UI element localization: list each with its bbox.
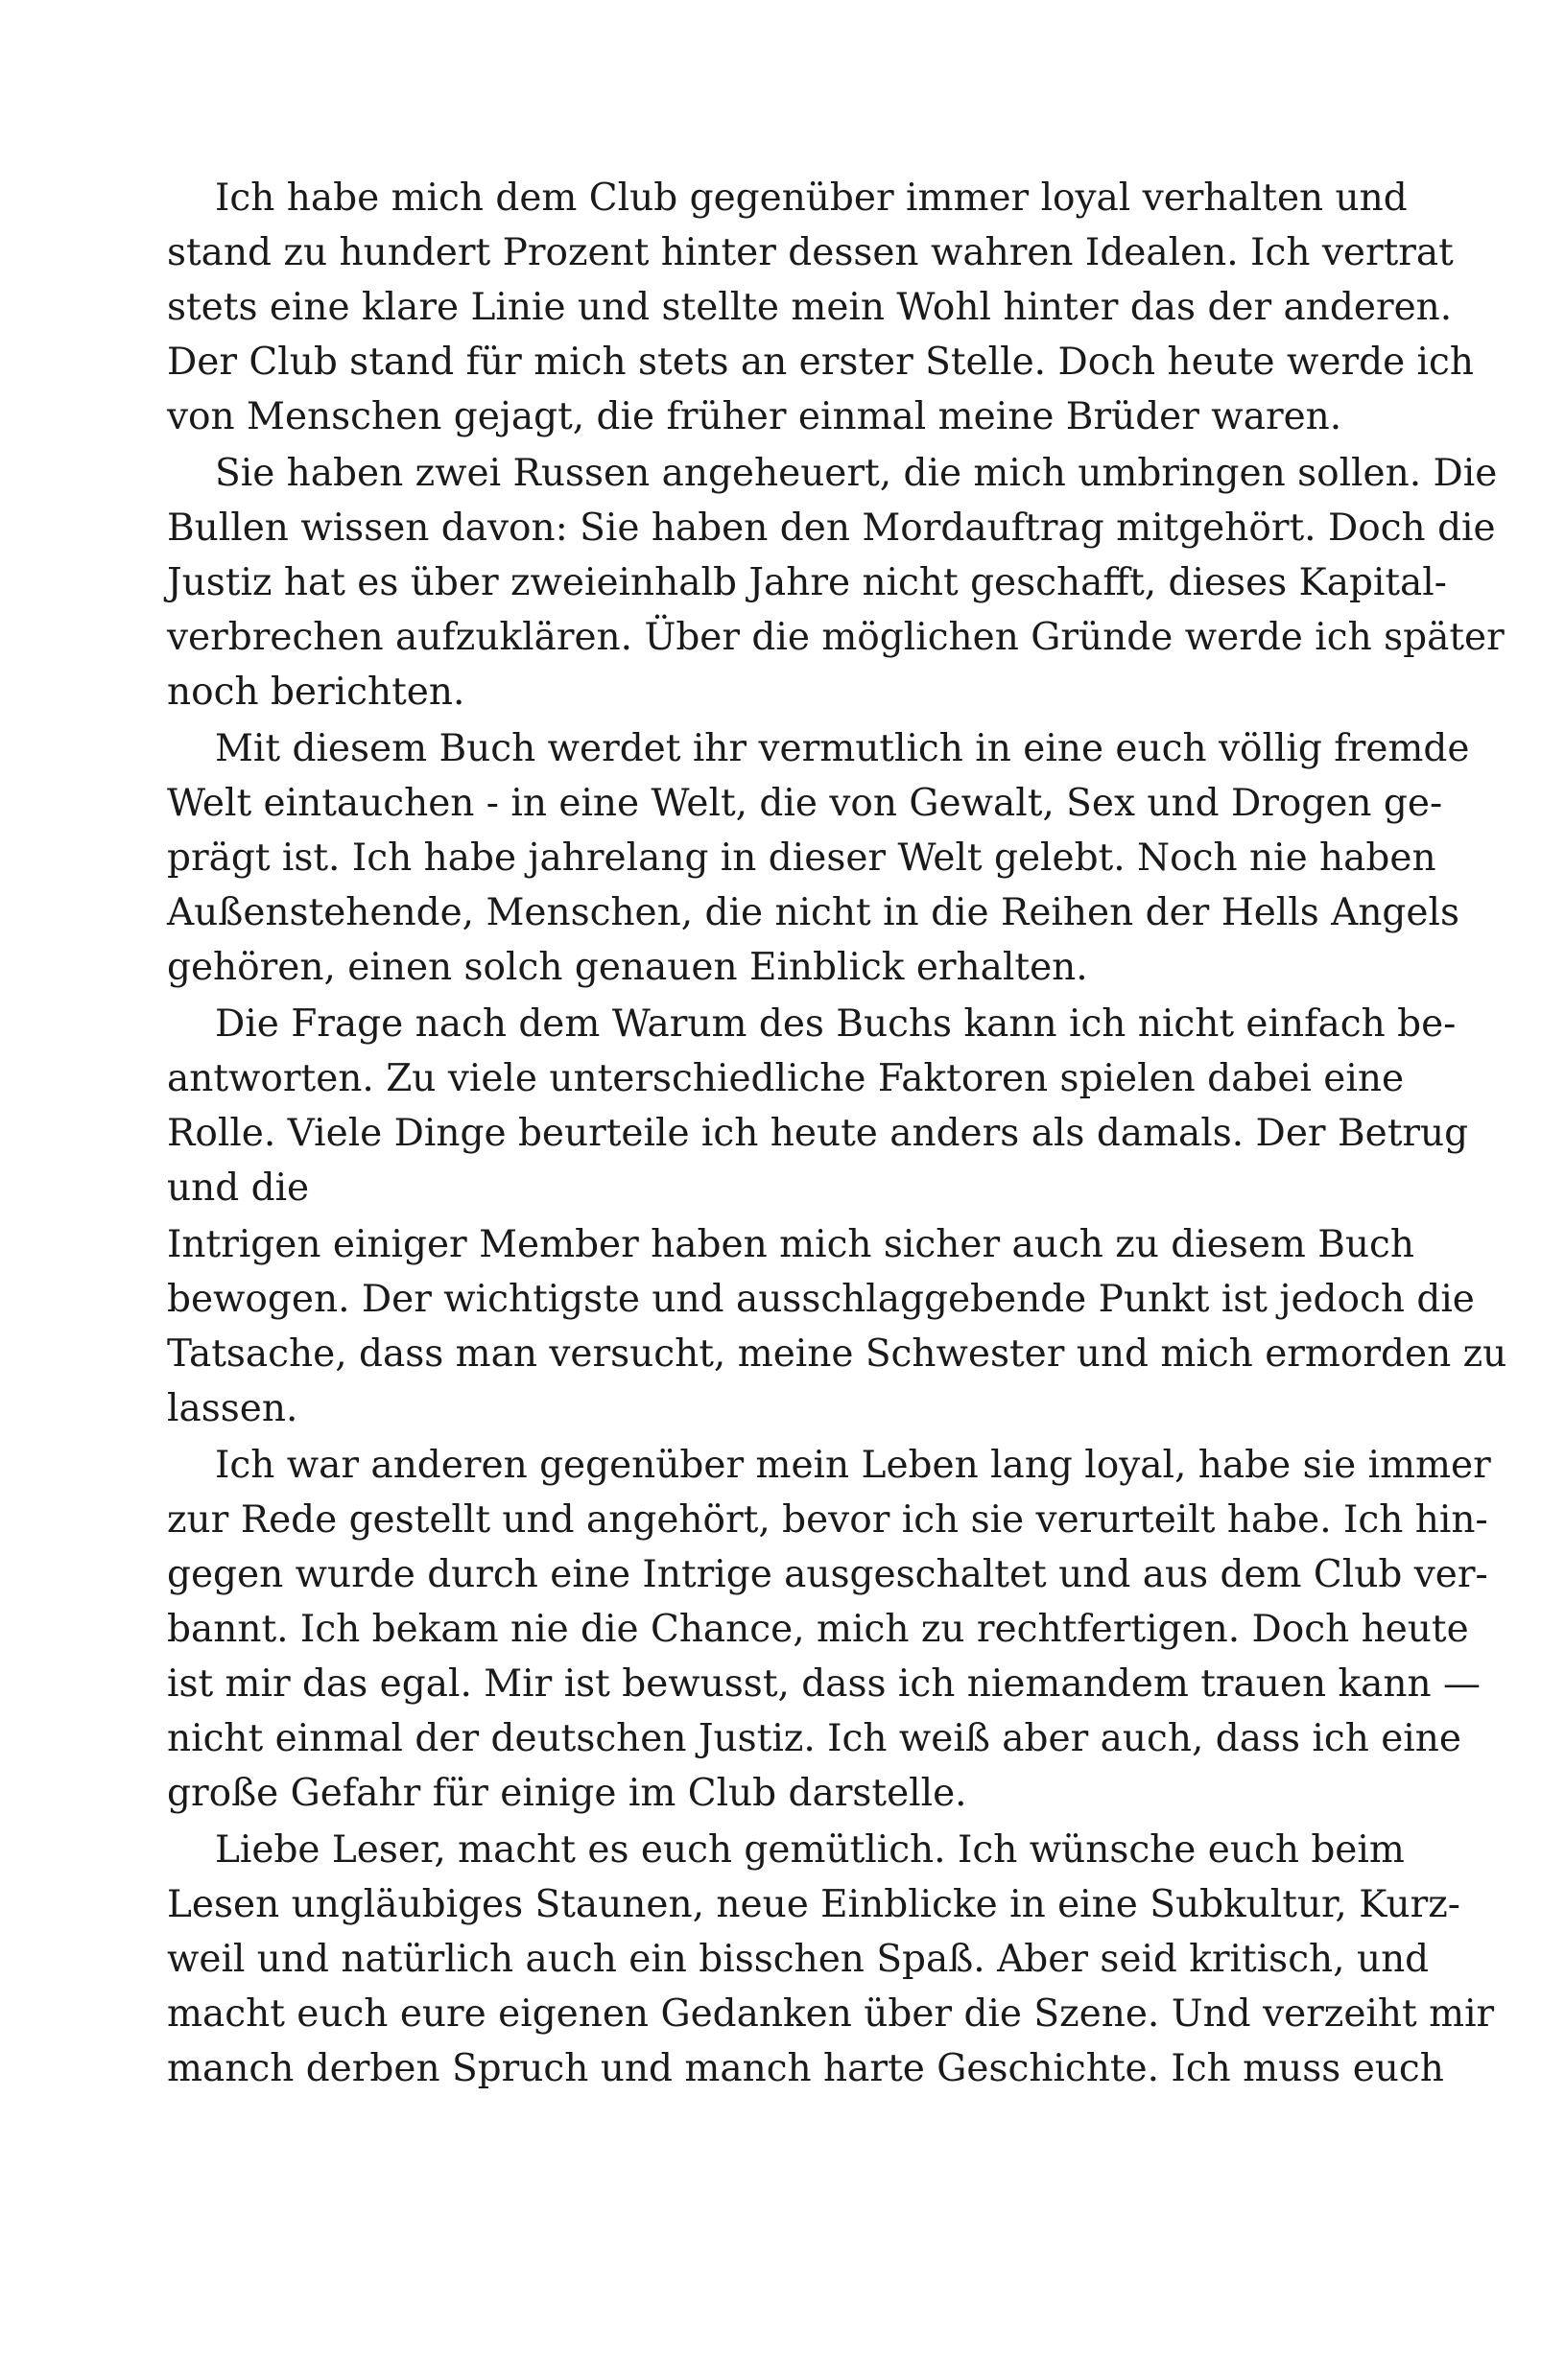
paragraph: [167, 721, 1470, 995]
text-line: manch derben Spruch und manch harte Geschichte. Ich muss euch: [167, 2047, 1444, 2090]
text-line: zur Rede gestellt und angehört, bevor ich sie verurteilt habe. Ich hin-: [167, 1498, 1488, 1542]
text-line: Sie haben zwei Russen angeheuert, die mich umbringen sollen. Die: [215, 452, 1498, 495]
text-line: Tatsache, dass man versucht, meine Schwester und mich ermorden zu: [167, 1332, 1507, 1376]
text-line: macht euch eure eigenen Gedanken über die Szene. Und verzeiht mir: [167, 1992, 1495, 2036]
text-line: noch berichten.: [167, 671, 465, 714]
text-line: große Gefahr für einige im Club darstelle.: [167, 1772, 967, 1815]
paragraph: [167, 1217, 1507, 1436]
text-line: lassen.: [167, 1387, 298, 1430]
text-line: Welt eintauchen - in eine Welt, die von Gewalt, Sex und Drogen ge-: [167, 782, 1443, 825]
text-line: ist mir das egal. Mir ist bewusst, dass ich niemandem trauen kann —: [167, 1662, 1481, 1706]
text-line: stand zu hundert Prozent hinter dessen wahren Idealen. Ich vertrat: [167, 231, 1454, 274]
text-line: verbrechen aufzuklären. Über die möglichen Gründe werde ich später: [167, 616, 1505, 659]
text-line: stets eine klare Linie und stellte mein Wohl hinter das der anderen.: [167, 286, 1453, 329]
text-line: weil und natürlich auch ein bisschen Spaß. Aber seid kritisch, und: [167, 1938, 1430, 1981]
paragraph: [167, 446, 1505, 719]
text-line: Rolle. Viele Dinge beurteile ich heute anders als damals. Der Betrug: [167, 1112, 1469, 1155]
text-line: Der Club stand für mich stets an erster Stelle. Doch heute werde ich: [167, 341, 1474, 384]
text-line: bewogen. Der wichtigste und ausschlaggebende Punkt ist jedoch die: [167, 1278, 1475, 1321]
paragraph: [167, 997, 1469, 1215]
text-line: gehören, einen solch genauen Einblick erhalten.: [167, 946, 1088, 989]
text-line: Lesen ungläubiges Staunen, neue Einblicke in eine Subkultur, Kurz-: [167, 1883, 1460, 1926]
body-text: [167, 171, 1507, 2098]
text-line: antworten. Zu viele unterschiedliche Faktoren spielen dabei eine: [167, 1057, 1405, 1100]
text-line: und die: [167, 1166, 310, 1210]
text-line: Bullen wissen davon: Sie haben den Mordauftrag mitgehört. Doch die: [167, 507, 1496, 550]
text-line: Justiz hat es über zweieinhalb Jahre nicht geschafft, dieses Kapital-: [167, 561, 1447, 604]
text-line: Ich habe mich dem Club gegenüber immer loyal verhalten und: [215, 177, 1408, 220]
text-line: prägt ist. Ich habe jahrelang in dieser Welt gelebt. Noch nie haben: [167, 837, 1436, 880]
text-line: Außenstehende, Menschen, die nicht in die Reihen der Hells Angels: [167, 891, 1459, 934]
text-line: Intrigen einiger Member haben mich sicher auch zu diesem Buch: [167, 1223, 1415, 1266]
paragraph: [167, 1823, 1495, 2096]
text-line: Mit diesem Buch werdet ihr vermutlich in eine euch völlig fremde: [215, 727, 1470, 770]
text-line: von Menschen gejagt, die früher einmal meine Brüder waren.: [167, 395, 1342, 438]
text-line: Die Frage nach dem Warum des Buchs kann ich nicht einfach be-: [215, 1002, 1457, 1046]
paragraph: [167, 1438, 1491, 1821]
text-line: Liebe Leser, macht es euch gemütlich. Ich wünsche euch beim: [215, 1828, 1405, 1872]
text-line: bannt. Ich bekam nie die Chance, mich zu rechtfertigen. Doch heute: [167, 1608, 1469, 1651]
text-line: gegen wurde durch eine Intrige ausgeschaltet und aus dem Club ver-: [167, 1553, 1488, 1596]
text-line: Ich war anderen gegenüber mein Leben lang loyal, habe sie immer: [215, 1444, 1491, 1487]
paragraph: [167, 171, 1474, 444]
text-line: nicht einmal der deutschen Justiz. Ich weiß aber auch, dass ich eine: [167, 1717, 1461, 1760]
